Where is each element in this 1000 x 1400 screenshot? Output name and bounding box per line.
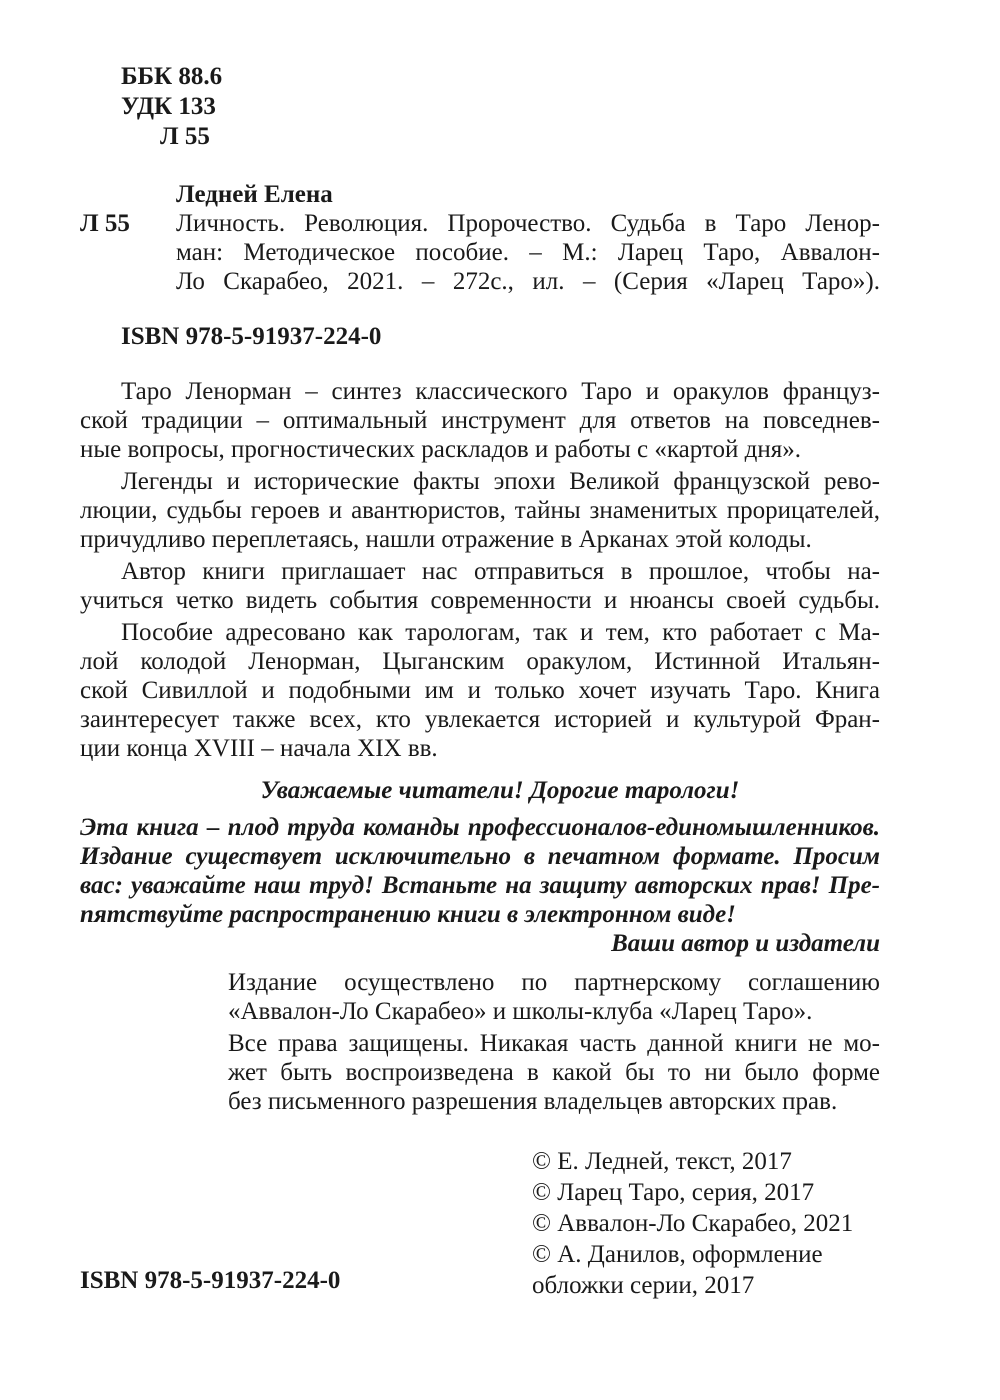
appeal-line: пятствуйте распространению книги в электронном виде! — [80, 901, 736, 928]
isbn-bottom: ISBN 978-5-91937-224-0 — [80, 1267, 341, 1294]
rights-block — [228, 968, 880, 1116]
appeal-text — [80, 813, 880, 929]
author-sign-code: Л 55 — [160, 123, 210, 150]
udk-code: УДК 133 — [121, 93, 216, 120]
bbk-code: ББК 88.6 — [121, 63, 223, 90]
rights-paragraph — [228, 1029, 880, 1116]
rights-line: «Аввалон-Ло Скарабео» и школы-клуба «Ларец Таро». — [228, 998, 813, 1025]
bibliography-line: Ло Скарабео, 2021. – 272с., ил. – (Серия «Ларец Таро»). — [176, 268, 880, 295]
bibliography-line: Личность. Революция. Пророчество. Судьба в Таро Ленор- — [176, 210, 880, 237]
paragraph-line: ской Сивиллой и подобными им и только хочет изучать Таро. Книга — [80, 677, 880, 704]
paragraph-line: заинтересует также всех, кто увлекается историей и культурой Фран- — [80, 706, 880, 733]
copyright-line: © Е. Ледней, текст, 2017 — [532, 1148, 792, 1175]
rights-line: Издание осуществлено по партнерскому соглашению — [228, 969, 880, 996]
annotation-paragraph — [80, 557, 880, 615]
author-name: Ледней Елена — [176, 181, 333, 208]
annotation-paragraph — [80, 467, 880, 554]
copyright-block — [532, 1147, 853, 1300]
paragraph-line: Таро Ленорман – синтез классического Таро и оракулов француз- — [121, 378, 880, 405]
rights-line: Все права защищены. Никакая часть данной книги не мо- — [228, 1030, 880, 1057]
annotation-paragraph — [80, 377, 880, 464]
bibliography-sign: Л 55 — [80, 210, 130, 237]
copyright-line: обложки серии, 2017 — [532, 1272, 755, 1299]
copyright-line: © Аввалон-Ло Скарабео, 2021 — [532, 1210, 854, 1237]
paragraph-line: причудливо переплетаясь, нашли отражение в Арканах этой колоды. — [80, 526, 812, 553]
appeal-line: вас: уважайте наш труд! Встаньте на защиту авторских прав! Пре- — [80, 872, 880, 899]
paragraph-line: ской традиции – оптимальный инструмент для ответов на повседнев- — [80, 407, 880, 434]
isbn-top: ISBN 978-5-91937-224-0 — [121, 323, 382, 350]
copyright-line: © Ларец Таро, серия, 2017 — [532, 1179, 815, 1206]
annotation-paragraph — [80, 618, 880, 763]
rights-line: жет быть воспроизведена в какой бы то ни было форме — [228, 1059, 880, 1086]
paragraph-line: лой колодой Ленорман, Цыганским оракулом, Истинной Итальян- — [80, 648, 880, 675]
annotation — [80, 377, 880, 763]
paragraph-line: ции конца XVIII – начала XIX вв. — [80, 735, 438, 762]
rights-paragraph — [228, 968, 880, 1026]
bibliography-line: ман: Методическое пособие. – М.: Ларец Таро, Аввалон- — [176, 239, 880, 266]
appeal-signature: Ваши автор и издатели — [611, 930, 880, 957]
copyright-line: © А. Данилов, оформление — [532, 1241, 823, 1268]
appeal-heading: Уважаемые читатели! Дорогие тарологи! — [260, 777, 740, 804]
appeal-line: Эта книга – плод труда команды профессионалов-единомышленников. — [80, 814, 880, 841]
paragraph-line: люции, судьбы героев и авантюристов, тайны знаменитых прорицателей, — [80, 497, 880, 524]
paragraph-line: Пособие адресовано как тарологам, так и тем, кто работает с Ма- — [121, 619, 880, 646]
rights-line: без письменного разрешения владельцев авторских прав. — [228, 1088, 838, 1115]
paragraph-line: Автор книги приглашает нас отправиться в прошлое, чтобы на- — [121, 558, 880, 585]
bibliography-description — [176, 209, 880, 296]
paragraph-line: ные вопросы, прогностических раскладов и работы с «картой дня». — [80, 436, 801, 463]
paragraph-line: учиться четко видеть события современности и нюансы своей судьбы. — [80, 587, 880, 614]
paragraph-line: Легенды и исторические факты эпохи Великой французской рево- — [121, 468, 880, 495]
appeal-line: Издание существует исключительно в печатном формате. Просим — [80, 843, 880, 870]
